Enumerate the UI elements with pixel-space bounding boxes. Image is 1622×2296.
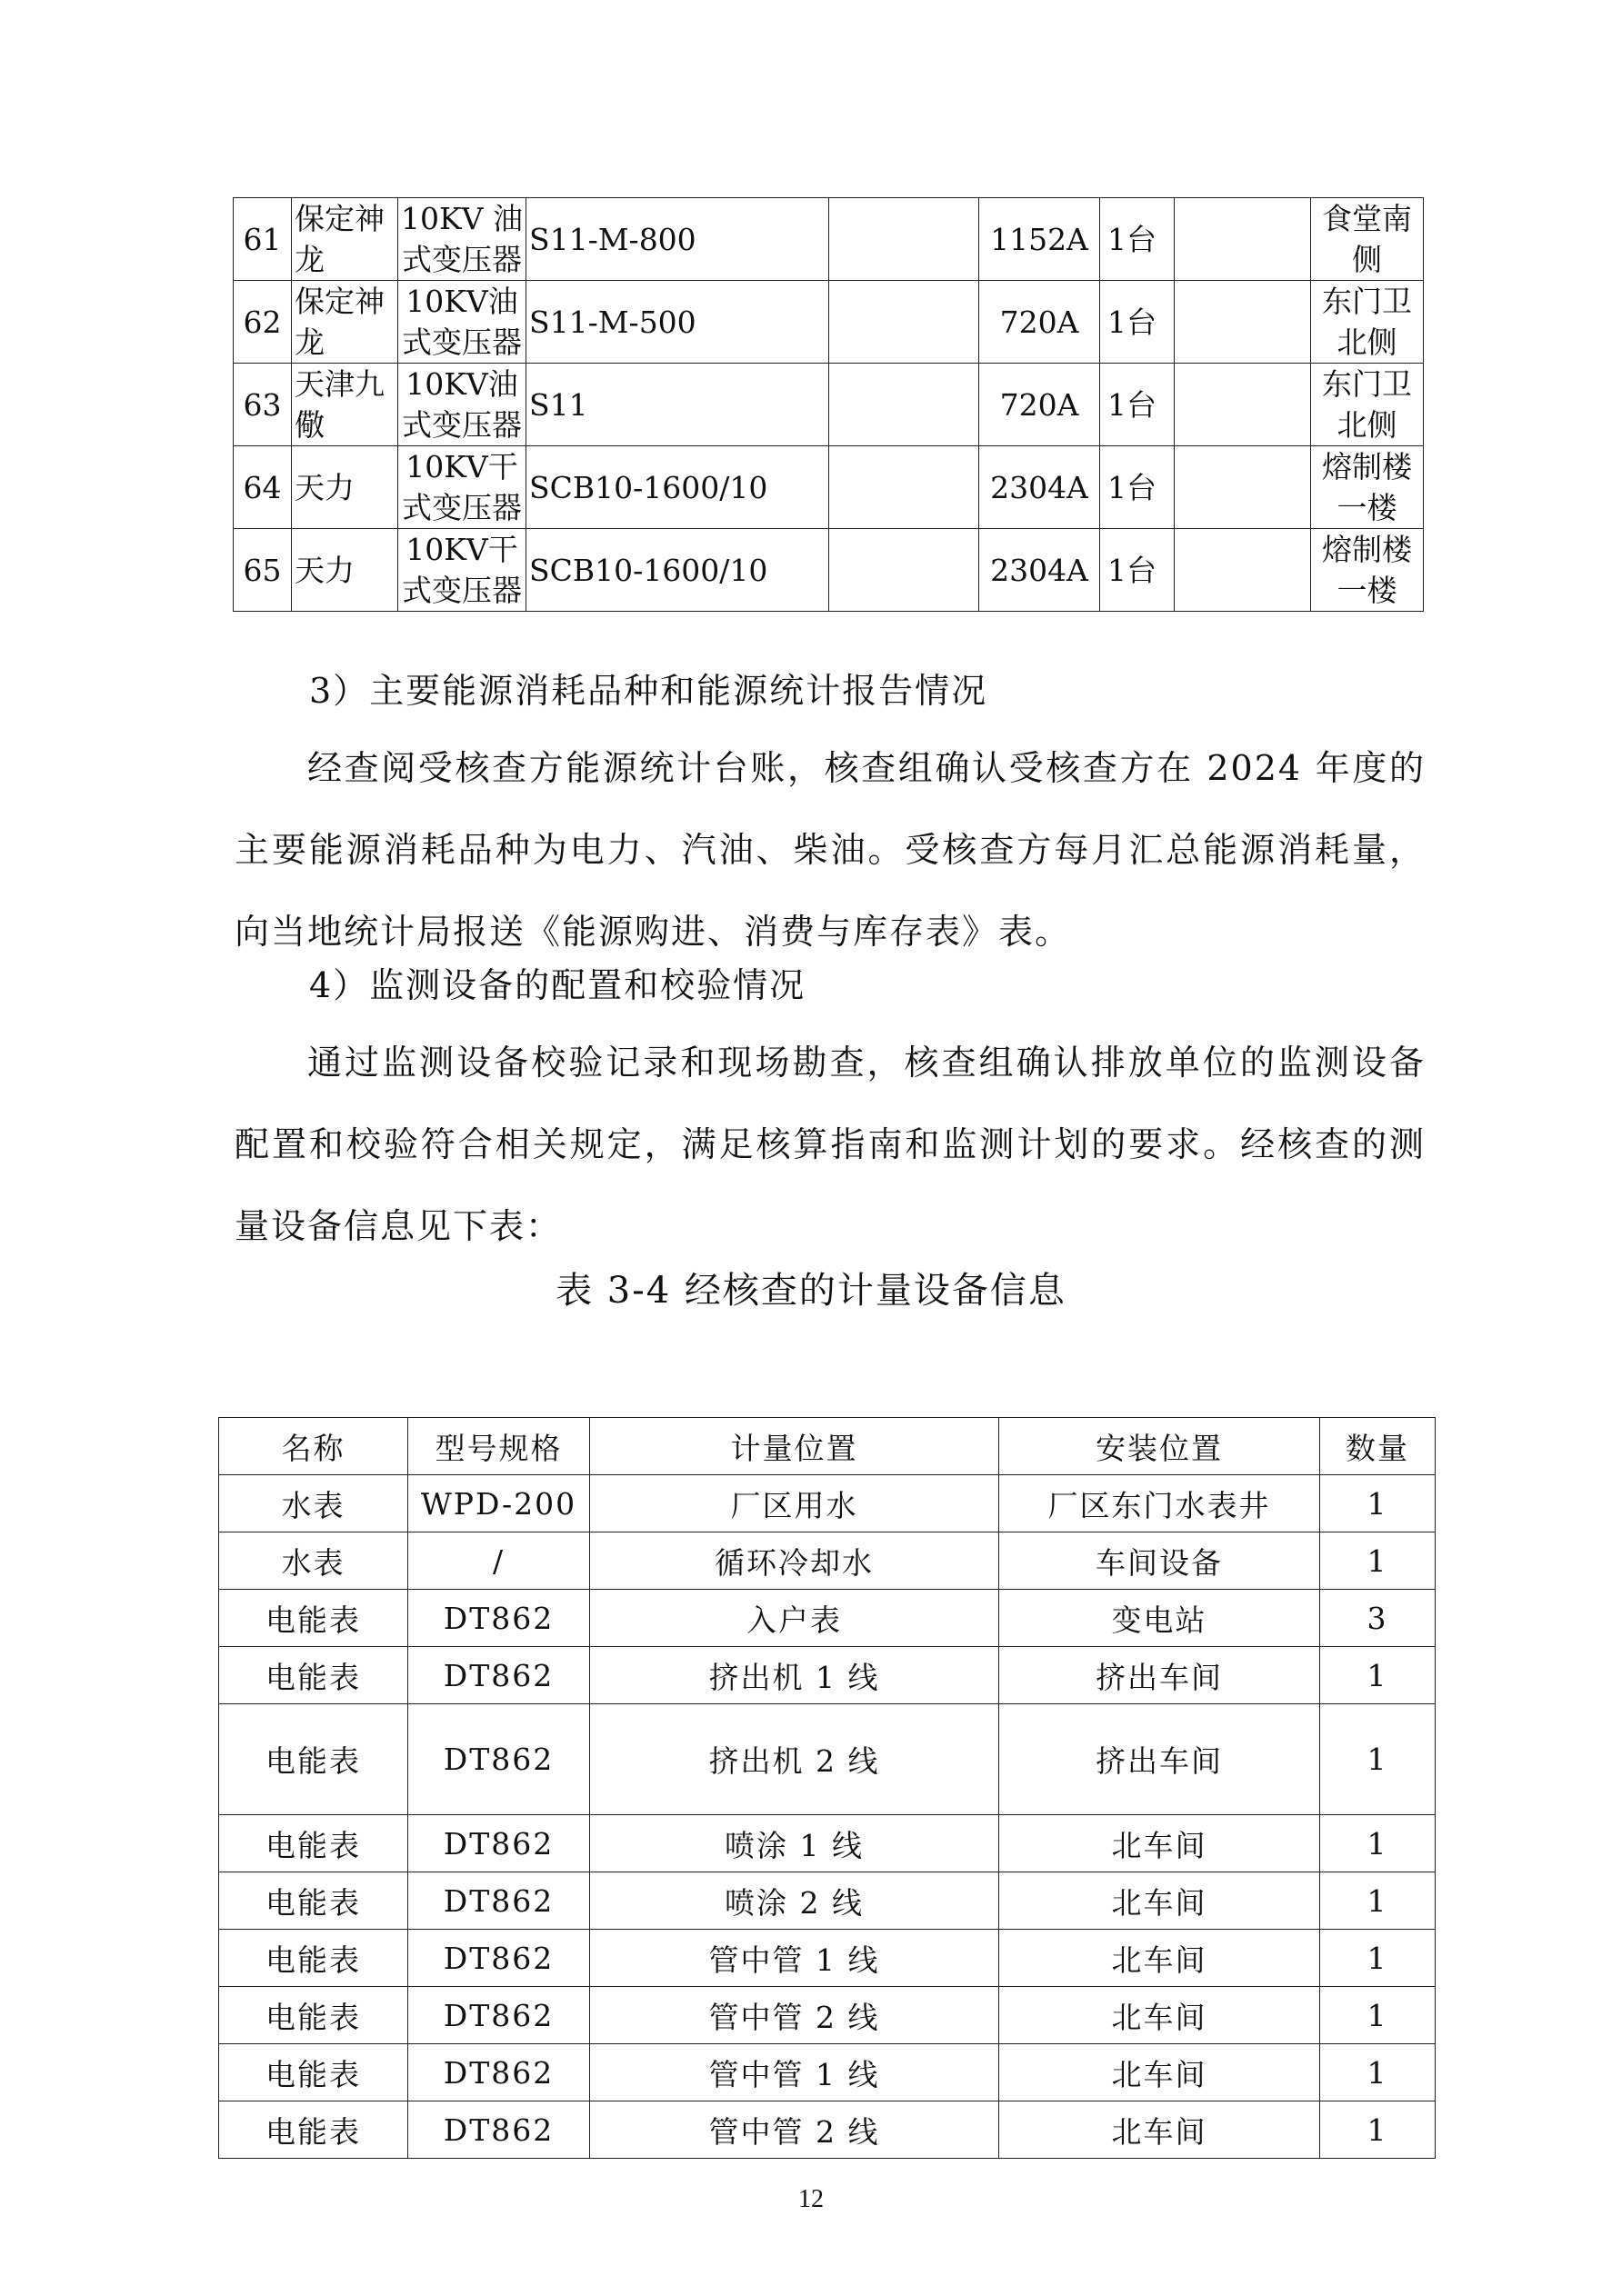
table-cell: 厂区东门水表井: [999, 1475, 1320, 1532]
table-cell: DT862: [408, 2044, 590, 2101]
table-cell: 电能表: [219, 1872, 408, 1930]
table-row: [219, 1987, 1436, 2044]
table-cell: DT862: [408, 1815, 590, 1872]
location-cell: 熔制楼一楼: [1311, 529, 1424, 612]
quantity-cell: 1台: [1100, 364, 1175, 446]
equipment-name-cell: 10KV干式变压器: [398, 529, 526, 612]
table-cell: 管中管 1 线: [590, 2044, 999, 2101]
table-row: [234, 364, 1424, 446]
equipment-name-cell: 10KV干式变压器: [398, 446, 526, 529]
empty-cell: [1175, 529, 1311, 612]
table-row: [219, 1590, 1436, 1647]
table-cell: 电能表: [219, 2101, 408, 2159]
table-cell: 变电站: [999, 1590, 1320, 1647]
model-cell: S11-M-500: [526, 281, 829, 364]
table-cell: 北车间: [999, 2101, 1320, 2159]
table-cell: 北车间: [999, 1872, 1320, 1930]
table-cell: 入户表: [590, 1590, 999, 1647]
page-number: 12: [798, 2185, 824, 2213]
location-cell: 东门卫北侧: [1311, 364, 1424, 446]
owner-cell: 天津九儆: [292, 364, 398, 446]
transformer-table: [233, 197, 1424, 612]
table-cell: DT862: [408, 1872, 590, 1930]
row-number: 64: [234, 446, 292, 529]
table-cell: 电能表: [219, 1815, 408, 1872]
table-cell: 电能表: [219, 2044, 408, 2101]
table-cell: 电能表: [219, 1647, 408, 1704]
quantity-cell: 1台: [1100, 281, 1175, 364]
table-row: [219, 1532, 1436, 1590]
table-cell: DT862: [408, 1590, 590, 1647]
table-row: [219, 1475, 1436, 1532]
table-row: [219, 1930, 1436, 1987]
rated-current-cell: 2304A: [979, 446, 1100, 529]
table-cell: 挤出车间: [999, 1647, 1320, 1704]
model-cell: S11: [526, 364, 829, 446]
header-cell: 型号规格: [408, 1418, 590, 1475]
rated-current-cell: 1152A: [979, 198, 1100, 281]
model-cell: SCB10-1600/10: [526, 446, 829, 529]
table-cell: 管中管 2 线: [590, 2101, 999, 2159]
empty-cell: [1175, 446, 1311, 529]
table-row: [219, 2044, 1436, 2101]
owner-cell: 天力: [292, 446, 398, 529]
model-cell: SCB10-1600/10: [526, 529, 829, 612]
table-cell: 管中管 1 线: [590, 1930, 999, 1987]
model-cell: S11-M-800: [526, 198, 829, 281]
table-cell: 水表: [219, 1475, 408, 1532]
owner-cell: 保定神龙: [292, 198, 398, 281]
quantity-cell: 1台: [1100, 529, 1175, 612]
table-cell: /: [408, 1532, 590, 1590]
location-cell: 食堂南侧: [1311, 198, 1424, 281]
rated-current-cell: 720A: [979, 364, 1100, 446]
rated-current-cell: 720A: [979, 281, 1100, 364]
table-cell: 1: [1320, 1532, 1436, 1590]
table-cell: WPD-200: [408, 1475, 590, 1532]
empty-cell: [1175, 281, 1311, 364]
section-3-paragraph: 经查阅受核查方能源统计台账，核查组确认受核查方在 2024 年度的主要能源消耗品种为电力、汽油、柴油。受核查方每月汇总能源消耗量，向当地统计局报送《能源购进、消费与库存表》表。: [235, 748, 1426, 952]
table-cell: 3: [1320, 1590, 1436, 1647]
table-cell: 北车间: [999, 1815, 1320, 1872]
location-cell: 熔制楼一楼: [1311, 446, 1424, 529]
table-cell: 1: [1320, 1930, 1436, 1987]
table-cell: 1: [1320, 1647, 1436, 1704]
table-cell: 挤出机 2 线: [590, 1704, 999, 1815]
row-number: 61: [234, 198, 292, 281]
location-cell: 东门卫北侧: [1311, 281, 1424, 364]
table-cell: 北车间: [999, 2044, 1320, 2101]
owner-cell: 保定神龙: [292, 281, 398, 364]
table-cell: 电能表: [219, 1704, 408, 1815]
empty-cell: [829, 529, 979, 612]
row-number: 62: [234, 281, 292, 364]
table-cell: 北车间: [999, 1930, 1320, 1987]
empty-cell: [829, 364, 979, 446]
equipment-name-cell: 10KV油式变压器: [398, 364, 526, 446]
empty-cell: [829, 281, 979, 364]
table-cell: DT862: [408, 2101, 590, 2159]
row-number: 63: [234, 364, 292, 446]
table-cell: 1: [1320, 1987, 1436, 2044]
table-cell: 车间设备: [999, 1532, 1320, 1590]
table-cell: 电能表: [219, 1987, 408, 2044]
owner-cell: 天力: [292, 529, 398, 612]
table-cell: 厂区用水: [590, 1475, 999, 1532]
table-row: [234, 281, 1424, 364]
table-cell: DT862: [408, 1987, 590, 2044]
table-cell: 1: [1320, 2101, 1436, 2159]
table-cell: 喷涂 2 线: [590, 1872, 999, 1930]
table-cell: 北车间: [999, 1987, 1320, 2044]
table-row: [219, 1815, 1436, 1872]
table-cell: 1: [1320, 1475, 1436, 1532]
header-cell: 安装位置: [999, 1418, 1320, 1475]
table-row: [219, 2101, 1436, 2159]
rated-current-cell: 2304A: [979, 529, 1100, 612]
equipment-name-cell: 10KV 油式变压器: [398, 198, 526, 281]
table-cell: 喷涂 1 线: [590, 1815, 999, 1872]
table-cell: 水表: [219, 1532, 408, 1590]
table-cell: 1: [1320, 1872, 1436, 1930]
table-cell: DT862: [408, 1647, 590, 1704]
table-cell: 1: [1320, 1815, 1436, 1872]
header-cell: 计量位置: [590, 1418, 999, 1475]
table-cell: 循环冷却水: [590, 1532, 999, 1590]
table-cell: 1: [1320, 2044, 1436, 2101]
section-4-heading: 4）监测设备的配置和校验情况: [309, 965, 806, 1005]
metering-device-table: [218, 1417, 1436, 2159]
table-cell: DT862: [408, 1930, 590, 1987]
table-cell: 管中管 2 线: [590, 1987, 999, 2044]
quantity-cell: 1台: [1100, 198, 1175, 281]
quantity-cell: 1台: [1100, 446, 1175, 529]
empty-cell: [829, 198, 979, 281]
header-cell: 名称: [219, 1418, 408, 1475]
table-cell: 挤出车间: [999, 1704, 1320, 1815]
section-4-paragraph: 通过监测设备校验记录和现场勘查，核查组确认排放单位的监测设备配置和校验符合相关规定，满足核算指南和监测计划的要求。经核查的测量设备信息见下表：: [235, 1043, 1426, 1246]
section-3-heading: 3）主要能源消耗品种和能源统计报告情况: [309, 671, 988, 711]
table-row: [234, 198, 1424, 281]
empty-cell: [1175, 198, 1311, 281]
table-cell: DT862: [408, 1704, 590, 1815]
table-cell: 挤出机 1 线: [590, 1647, 999, 1704]
table-cell: 电能表: [219, 1590, 408, 1647]
header-cell: 数量: [1320, 1418, 1436, 1475]
table-row: [234, 529, 1424, 612]
table-caption: 表 3-4 经核查的计量设备信息: [556, 1270, 1066, 1312]
row-number: 65: [234, 529, 292, 612]
table-row: [219, 1647, 1436, 1704]
equipment-name-cell: 10KV油式变压器: [398, 281, 526, 364]
table-header-row: [219, 1418, 1436, 1475]
table-cell: 1: [1320, 1704, 1436, 1815]
empty-cell: [829, 446, 979, 529]
empty-cell: [1175, 364, 1311, 446]
table-row: [219, 1704, 1436, 1815]
table-cell: 电能表: [219, 1930, 408, 1987]
table-row: [219, 1872, 1436, 1930]
table-row: [234, 446, 1424, 529]
